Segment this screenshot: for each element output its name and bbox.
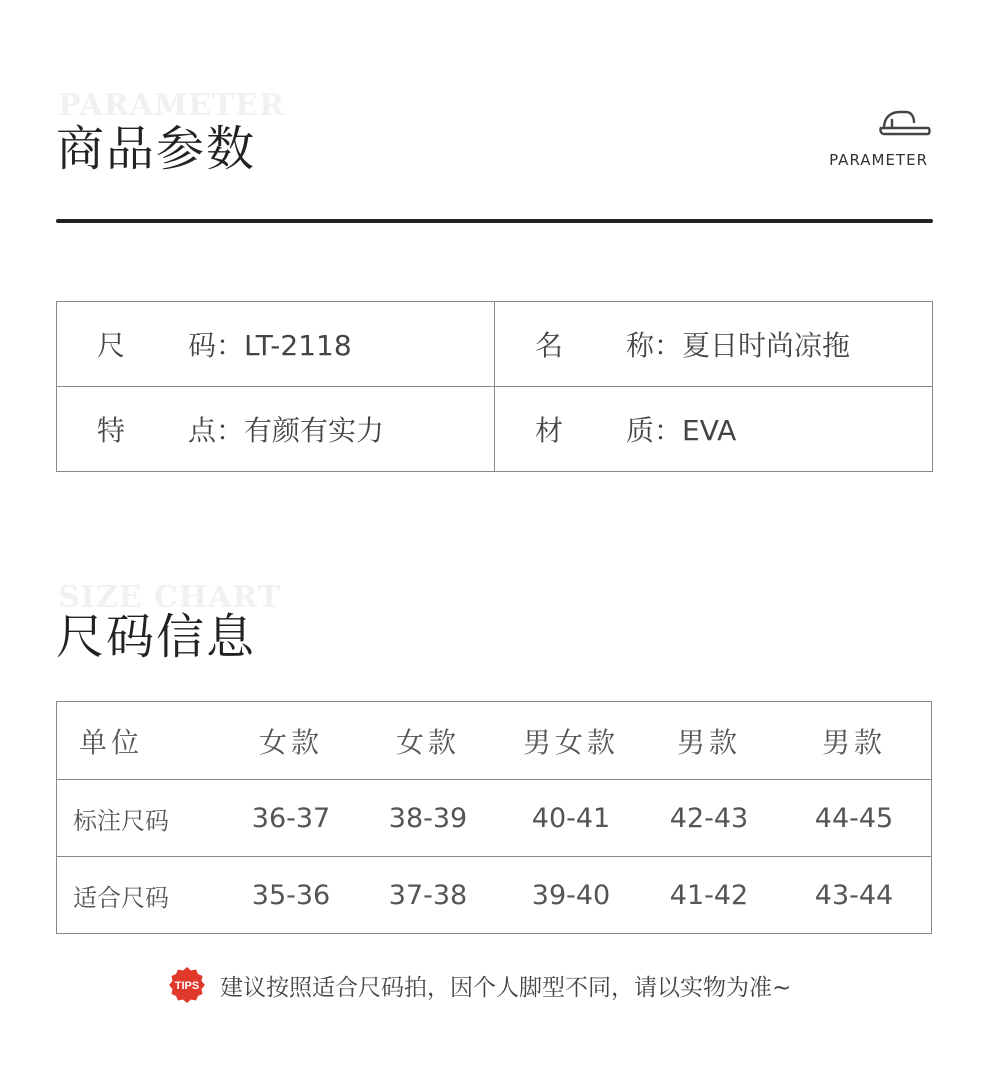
param-key-char1: 尺: [97, 329, 126, 362]
slipper-icon: [878, 106, 932, 136]
parameter-table: [56, 301, 933, 472]
header-cell: 女款: [395, 725, 460, 759]
param-key-char1: 特: [97, 414, 126, 447]
size-table: [56, 701, 932, 934]
table-cell: 44-45: [814, 802, 894, 834]
param-cell-feature: [57, 387, 495, 471]
table-cell: 39-40: [531, 879, 611, 911]
param-cell-material: [495, 387, 932, 471]
header-cell: 男女款: [522, 725, 619, 759]
table-cell: 43-44: [814, 879, 894, 911]
table-row: [57, 780, 931, 857]
parameter-corner-label: PARAMETER: [829, 151, 928, 169]
param-key-char2: 称：夏日时尚凉拖: [626, 329, 851, 362]
table-cell: 41-42: [669, 879, 749, 911]
header-cell: 单位: [79, 725, 144, 759]
row-label: 标注尺码: [73, 806, 169, 835]
param-value: EVA: [682, 414, 737, 447]
table-row: [57, 857, 931, 933]
param-value: LT-2118: [244, 329, 352, 362]
parameter-watermark: PARAMETER: [58, 88, 286, 123]
header-cell: 男款: [676, 725, 741, 759]
tips-badge-icon: [168, 966, 206, 1004]
param-key-char2: 质：EVA: [626, 414, 737, 447]
header-cell: 女款: [258, 725, 323, 759]
section-divider: [56, 219, 933, 223]
table-cell: 40-41: [531, 802, 611, 834]
tips-note: [168, 966, 791, 1004]
param-key-char1: 材: [535, 414, 564, 447]
param-value: 有颜有实力: [244, 414, 385, 447]
parameter-section-title: 商品参数: [56, 121, 257, 177]
header-cell: 男款: [821, 725, 886, 759]
tips-text: 建议按照适合尺码拍，因个人脚型不同，请以实物为准~: [220, 974, 792, 1001]
table-cell: 42-43: [669, 802, 749, 834]
size-watermark: SIZE CHART: [58, 580, 282, 615]
table-cell: 37-38: [388, 879, 468, 911]
table-cell: 36-37: [251, 802, 331, 834]
param-key-char1: 名: [535, 329, 564, 362]
tips-badge-label: TIPS: [174, 980, 200, 992]
param-key-char2: 码：LT-2118: [188, 329, 352, 362]
table-cell: 35-36: [251, 879, 331, 911]
param-cell-size: [57, 302, 495, 387]
param-key-char2: 点：有颜有实力: [188, 414, 385, 447]
size-table-header: [57, 702, 931, 780]
param-value: 夏日时尚凉拖: [682, 329, 851, 362]
row-label: 适合尺码: [73, 883, 169, 912]
table-cell: 38-39: [388, 802, 468, 834]
param-cell-name: [495, 302, 932, 387]
size-section-title: 尺码信息: [56, 609, 257, 665]
